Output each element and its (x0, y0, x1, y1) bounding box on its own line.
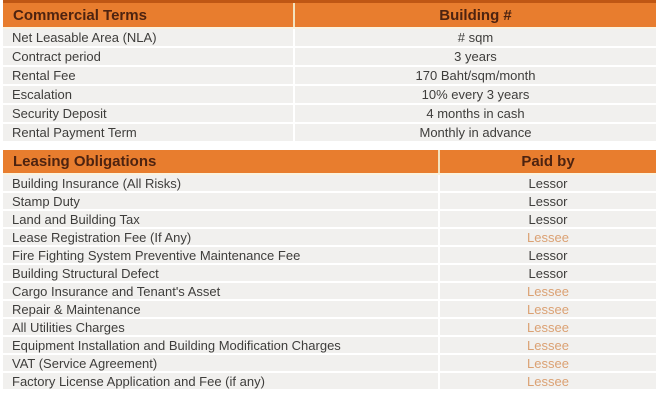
table-row (3, 247, 656, 265)
row-label: Repair & Maintenance (3, 301, 440, 317)
commercial-terms-table (3, 0, 656, 143)
building-number-header: Building # (439, 6, 512, 24)
row-value: Lessor (528, 175, 568, 191)
row-value: Lessor (528, 265, 568, 281)
row-value: 10% every 3 years (421, 87, 530, 102)
row-value: Lessor (528, 193, 568, 209)
table-row (3, 301, 656, 319)
table-row (3, 229, 656, 247)
table-row (3, 211, 656, 229)
row-label: Rental Payment Term (3, 124, 295, 141)
row-label: Fire Fighting System Preventive Maintenance Fee (3, 247, 440, 263)
row-label: Rental Fee (3, 67, 295, 84)
row-label: Factory License Application and Fee (if any) (3, 373, 440, 389)
leasing-obligations-header: Leasing Obligations (3, 150, 440, 173)
row-value: Lessee (527, 283, 569, 299)
leasing-obligations-table (3, 150, 656, 391)
commercial-terms-header-row (3, 3, 656, 29)
table-row (3, 29, 656, 48)
row-label: Cargo Insurance and Tenant's Asset (3, 283, 440, 299)
row-label: Stamp Duty (3, 193, 440, 209)
row-label: Land and Building Tax (3, 211, 440, 227)
row-label: Security Deposit (3, 105, 295, 122)
table-row (3, 124, 656, 143)
row-value: Lessee (527, 229, 569, 245)
row-value: Lessor (528, 211, 568, 227)
row-value: Lessor (528, 247, 568, 263)
leasing-obligations-table-inner (3, 150, 656, 391)
table-row (3, 373, 656, 391)
table-row (3, 283, 656, 301)
paid-by-header: Paid by (521, 153, 575, 170)
table-row (3, 355, 656, 373)
commercial-terms-body (3, 29, 656, 143)
row-label: Escalation (3, 86, 295, 103)
row-value: Lessee (527, 319, 569, 335)
table-row (3, 105, 656, 124)
row-value: # sqm (457, 30, 494, 45)
leasing-obligations-header-row (3, 150, 656, 175)
row-label: Lease Registration Fee (If Any) (3, 229, 440, 245)
row-value: Lessee (527, 337, 569, 353)
table-row (3, 48, 656, 67)
row-value: Lessee (527, 373, 569, 389)
row-value: Monthly in advance (419, 125, 532, 140)
row-value: Lessee (527, 301, 569, 317)
row-label: VAT (Service Agreement) (3, 355, 440, 371)
table-row (3, 175, 656, 193)
commercial-terms-header: Commercial Terms (3, 3, 295, 27)
row-label: Building Structural Defect (3, 265, 440, 281)
row-label: Net Leasable Area (NLA) (3, 29, 295, 46)
row-label: Contract period (3, 48, 295, 65)
row-label: All Utilities Charges (3, 319, 440, 335)
row-value: 3 years (454, 49, 497, 64)
table-row (3, 193, 656, 211)
table-row (3, 86, 656, 105)
table-row (3, 265, 656, 283)
row-value: Lessee (527, 355, 569, 371)
table-row (3, 319, 656, 337)
row-value: 170 Baht/sqm/month (415, 68, 536, 83)
row-value: 4 months in cash (426, 106, 525, 121)
commercial-terms-table-inner (3, 0, 656, 143)
table-row (3, 337, 656, 355)
row-label: Building Insurance (All Risks) (3, 175, 440, 191)
leasing-obligations-body (3, 175, 656, 391)
table-row (3, 67, 656, 86)
row-label: Equipment Installation and Building Modification Charges (3, 337, 440, 353)
